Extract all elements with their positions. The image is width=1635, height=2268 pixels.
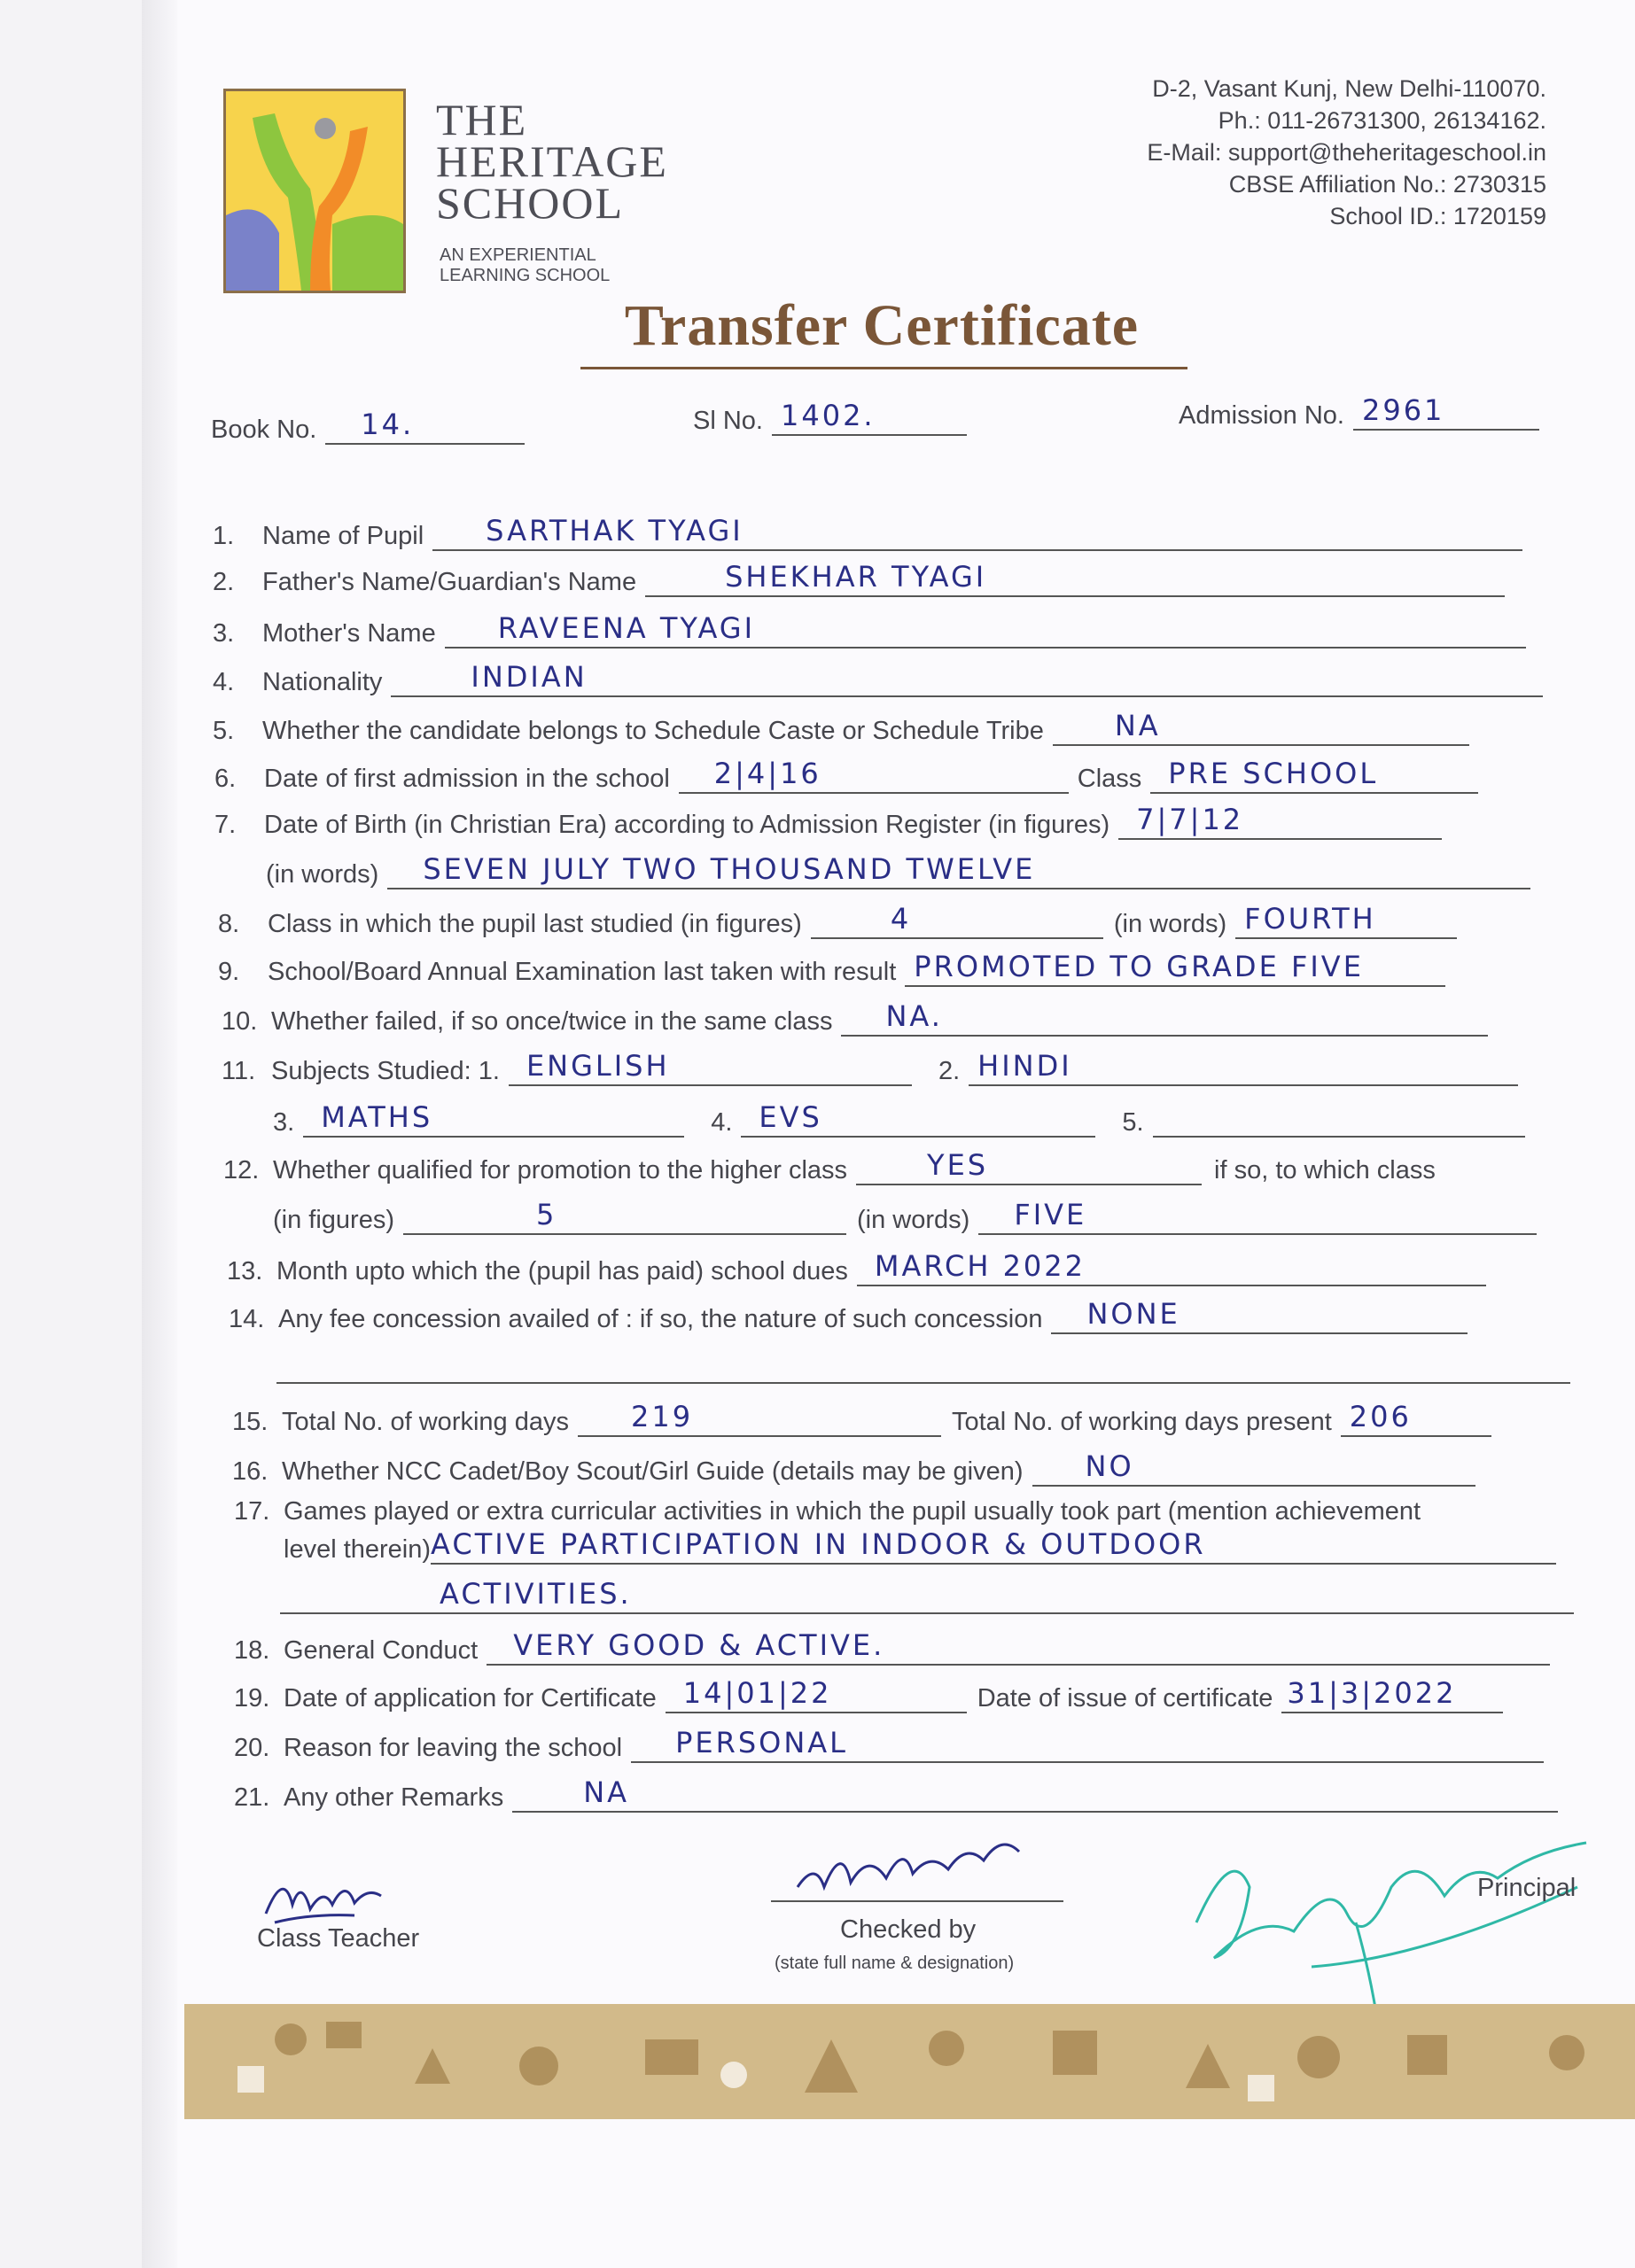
item-number: 5. xyxy=(213,717,235,745)
item-label: Reason for leaving the school xyxy=(284,1734,623,1762)
item-value-cont: ACTIVITIES. xyxy=(440,1577,632,1611)
item-11-cont xyxy=(273,1100,1525,1138)
item-line-3 xyxy=(1153,1100,1525,1138)
item-label: Whether the candidate belongs to Schedule Caste or Schedule Tribe xyxy=(262,717,1044,745)
item-value: VERY GOOD & ACTIVE. xyxy=(513,1628,885,1662)
item-line xyxy=(431,1527,1556,1565)
item-line xyxy=(841,999,1488,1037)
item-label: Any other Remarks xyxy=(284,1783,504,1812)
item-value: 4 xyxy=(890,902,912,936)
item-number: 6. xyxy=(214,765,237,793)
item-label: Games played or extra curricular activities in which the pupil usually took part (mention achievement xyxy=(284,1497,1421,1526)
item-label: School/Board Annual Examination last taken with result xyxy=(268,958,897,986)
item-number: 16. xyxy=(232,1457,269,1486)
principal-label: Principal xyxy=(1477,1874,1577,1902)
address-line-3: E-Mail: support@theheritageschool.in xyxy=(1147,139,1546,166)
item-label: Mother's Name xyxy=(262,619,436,648)
item-value: SARTHAK TYAGI xyxy=(486,514,744,548)
item-11 xyxy=(222,1049,1518,1086)
item-label-2: if so, to which class xyxy=(1214,1156,1436,1184)
sl-number-line xyxy=(772,399,967,436)
item-line xyxy=(578,1400,941,1437)
item-value: 2|4|16 xyxy=(713,757,821,790)
item-line xyxy=(403,1198,846,1235)
item-line xyxy=(856,1148,1202,1185)
address-line-5: School ID.: 1720159 xyxy=(1329,203,1546,229)
item-12 xyxy=(223,1148,1444,1185)
book-number-label: Book No. xyxy=(211,416,317,444)
item-label: 3. xyxy=(273,1108,295,1137)
book-number-line xyxy=(325,408,525,445)
item-line xyxy=(905,950,1445,987)
item-line xyxy=(512,1775,1558,1813)
item-14-blank xyxy=(276,1347,1570,1384)
item-value: MATHS xyxy=(321,1100,433,1134)
item-label: Subjects Studied: 1. xyxy=(271,1057,500,1085)
address-line-1: D-2, Vasant Kunj, New Delhi-110070. xyxy=(1152,75,1546,102)
item-label: Class in which the pupil last studied (in figures) xyxy=(268,910,802,938)
item-value: 7|7|12 xyxy=(1136,803,1244,836)
item-number: 12. xyxy=(223,1156,260,1184)
item-label-2: 2. xyxy=(938,1057,961,1085)
item-value: INDIAN xyxy=(471,660,588,694)
item-line xyxy=(1053,709,1469,746)
item-value: 5 xyxy=(536,1198,557,1231)
document-title: Transfer Certificate xyxy=(624,293,1140,358)
tagline-line-1: AN EXPERIENTIAL xyxy=(440,245,596,265)
item-label: Month upto which the (pupil has paid) school dues xyxy=(276,1257,848,1285)
footer-icons-pattern xyxy=(184,2004,1635,2119)
item-line-2 xyxy=(1150,757,1478,794)
item-2 xyxy=(213,560,1505,597)
item-label: Nationality xyxy=(262,668,383,696)
item-number: 10. xyxy=(222,1007,258,1036)
item-line xyxy=(1118,803,1442,840)
admission-number-line xyxy=(1353,393,1539,431)
item-line xyxy=(391,660,1543,697)
item-line xyxy=(811,902,1103,939)
item-19 xyxy=(234,1676,1503,1713)
item-line xyxy=(303,1100,684,1138)
item-line-2 xyxy=(978,1198,1537,1235)
item-value: SHEKHAR TYAGI xyxy=(725,560,987,594)
item-label: Name of Pupil xyxy=(262,522,424,550)
item-number: 2. xyxy=(213,568,235,596)
item-label-3: 5. xyxy=(1122,1108,1144,1137)
item-value-2: FOURTH xyxy=(1244,902,1376,936)
item-line xyxy=(432,514,1522,551)
item-7-words xyxy=(216,852,1530,889)
class-teacher-label: Class Teacher xyxy=(257,1924,420,1953)
item-value-2: HINDI xyxy=(977,1049,1072,1083)
item-value-2: FIVE xyxy=(1014,1198,1087,1231)
item-label: Total No. of working days xyxy=(282,1408,569,1436)
item-number: 19. xyxy=(234,1684,270,1713)
item-number: 11. xyxy=(222,1057,256,1085)
item-8 xyxy=(218,902,1457,939)
item-line xyxy=(1032,1449,1475,1487)
item-number: 21. xyxy=(234,1783,270,1812)
item-value: NA xyxy=(1114,709,1161,742)
item-number: 9. xyxy=(218,958,240,986)
item-16 xyxy=(232,1449,1475,1487)
item-value-2: 206 xyxy=(1349,1400,1412,1433)
class-teacher-signature xyxy=(257,1860,417,1931)
item-5 xyxy=(213,709,1469,746)
item-value: NA. xyxy=(885,999,943,1033)
item-14 xyxy=(229,1297,1468,1334)
item-number: 7. xyxy=(214,811,237,839)
item-label: Whether NCC Cadet/Boy Scout/Girl Guide (details may be given) xyxy=(282,1457,1024,1486)
item-number: 14. xyxy=(229,1305,265,1333)
book-number-field xyxy=(211,408,525,445)
item-line xyxy=(631,1726,1544,1763)
item-line xyxy=(1051,1297,1468,1334)
item-3 xyxy=(213,611,1526,649)
item-number: 18. xyxy=(234,1636,270,1665)
sl-number-field xyxy=(693,399,967,436)
school-name-line-2: HERITAGE xyxy=(436,136,668,186)
item-label: (in words) xyxy=(266,860,379,889)
item-line-blank xyxy=(276,1347,1570,1384)
item-label: Date of application for Certificate xyxy=(284,1684,657,1713)
item-line-2 xyxy=(741,1100,1095,1138)
item-label: Any fee concession availed of : if so, the nature of such concession xyxy=(278,1305,1043,1333)
admission-number-field xyxy=(1179,393,1539,431)
item-value: PERSONAL xyxy=(675,1726,848,1759)
sl-number-value: 1402. xyxy=(780,399,876,432)
item-label: Whether qualified for promotion to the higher class xyxy=(273,1156,848,1184)
item-line-2 xyxy=(969,1049,1518,1086)
item-label: Date of Birth (in Christian Era) according to Admission Register (in figures) xyxy=(264,811,1110,839)
item-value: ENGLISH xyxy=(526,1049,670,1083)
item-label: Father's Name/Guardian's Name xyxy=(262,568,637,596)
checked-by-label: Checked by xyxy=(840,1915,977,1944)
item-number: 17. xyxy=(234,1497,270,1526)
item-value-2: EVS xyxy=(759,1100,822,1134)
item-label: Whether failed, if so once/twice in the same class xyxy=(271,1007,833,1036)
item-line-2 xyxy=(280,1577,1574,1614)
item-label: (in figures) xyxy=(273,1206,394,1234)
address-line-4: CBSE Affiliation No.: 2730315 xyxy=(1228,171,1546,198)
book-number-value: 14. xyxy=(361,408,415,441)
item-number: 1. xyxy=(213,522,235,550)
item-value-2: 31|3|2022 xyxy=(1287,1676,1457,1710)
admission-number-label: Admission No. xyxy=(1179,401,1344,430)
item-line xyxy=(487,1628,1550,1666)
item-line xyxy=(445,611,1526,649)
item-line xyxy=(509,1049,912,1086)
tagline-line-2: LEARNING SCHOOL xyxy=(440,266,611,285)
item-line xyxy=(645,560,1505,597)
item-20 xyxy=(234,1726,1544,1763)
item-line-2 xyxy=(1281,1676,1503,1713)
item-value: NO xyxy=(1085,1449,1134,1483)
item-label-2: (in words) xyxy=(857,1206,970,1234)
school-logo xyxy=(223,89,406,293)
item-17-cont xyxy=(284,1527,1556,1565)
checked-by-signature xyxy=(789,1825,1055,1905)
item-value: YES xyxy=(927,1148,989,1182)
item-6 xyxy=(214,757,1478,794)
item-line-2 xyxy=(1235,902,1457,939)
school-address xyxy=(926,73,1546,232)
school-tagline xyxy=(440,245,610,286)
item-line-2 xyxy=(1341,1400,1491,1437)
item-label: General Conduct xyxy=(284,1636,479,1665)
item-value: SEVEN JULY TWO THOUSAND TWELVE xyxy=(423,852,1036,886)
item-18 xyxy=(234,1628,1550,1666)
item-label: Date of first admission in the school xyxy=(264,765,670,793)
item-7 xyxy=(214,803,1442,840)
item-value: RAVEENA TYAGI xyxy=(497,611,755,645)
item-21 xyxy=(234,1775,1558,1813)
item-value: 219 xyxy=(630,1400,694,1433)
sl-number-label: Sl No. xyxy=(693,407,763,435)
address-line-2: Ph.: 011-26731300, 26134162. xyxy=(1218,107,1546,134)
item-value-2: PRE SCHOOL xyxy=(1168,757,1379,790)
checked-by-note: (state full name & designation) xyxy=(775,1953,1015,1973)
item-line xyxy=(679,757,1069,794)
item-value: 14|01|22 xyxy=(682,1676,832,1710)
item-label-2: Class xyxy=(1077,765,1142,793)
item-4 xyxy=(213,660,1543,697)
item-number: 20. xyxy=(234,1734,270,1762)
item-1 xyxy=(213,514,1522,551)
item-number: 3. xyxy=(213,619,235,648)
item-label-2: Date of issue of certificate xyxy=(977,1684,1273,1713)
item-label-2: Total No. of working days present xyxy=(951,1408,1332,1436)
item-17-cont-2 xyxy=(280,1577,1574,1614)
item-value: NA xyxy=(583,1775,630,1809)
item-value: ACTIVE PARTICIPATION IN INDOOR & OUTDOOR xyxy=(431,1527,1206,1561)
school-name-line-1: THE xyxy=(436,95,528,144)
school-name xyxy=(436,95,668,228)
item-15 xyxy=(232,1400,1491,1437)
item-value: MARCH 2022 xyxy=(874,1249,1086,1283)
item-label-cont: level therein) xyxy=(284,1535,432,1564)
item-line xyxy=(857,1249,1486,1286)
item-10 xyxy=(222,999,1488,1037)
item-13 xyxy=(227,1249,1486,1286)
admission-number-value: 2961 xyxy=(1361,393,1445,427)
item-number: 4. xyxy=(213,668,235,696)
item-line xyxy=(387,852,1530,889)
item-value: NONE xyxy=(1086,1297,1180,1331)
item-value: PROMOTED TO GRADE FIVE xyxy=(914,950,1364,983)
item-label-2: 4. xyxy=(711,1108,733,1137)
item-number: 8. xyxy=(218,910,240,938)
item-label-2: (in words) xyxy=(1113,910,1227,938)
title-underline xyxy=(580,367,1187,369)
item-number: 13. xyxy=(227,1257,263,1285)
item-12-figures xyxy=(273,1198,1537,1235)
item-line xyxy=(666,1676,967,1713)
school-name-line-3: SCHOOL xyxy=(436,178,625,228)
item-9 xyxy=(218,950,1445,987)
checked-by-line xyxy=(771,1900,1063,1902)
item-number: 15. xyxy=(232,1408,269,1436)
item-17 xyxy=(234,1497,1429,1526)
